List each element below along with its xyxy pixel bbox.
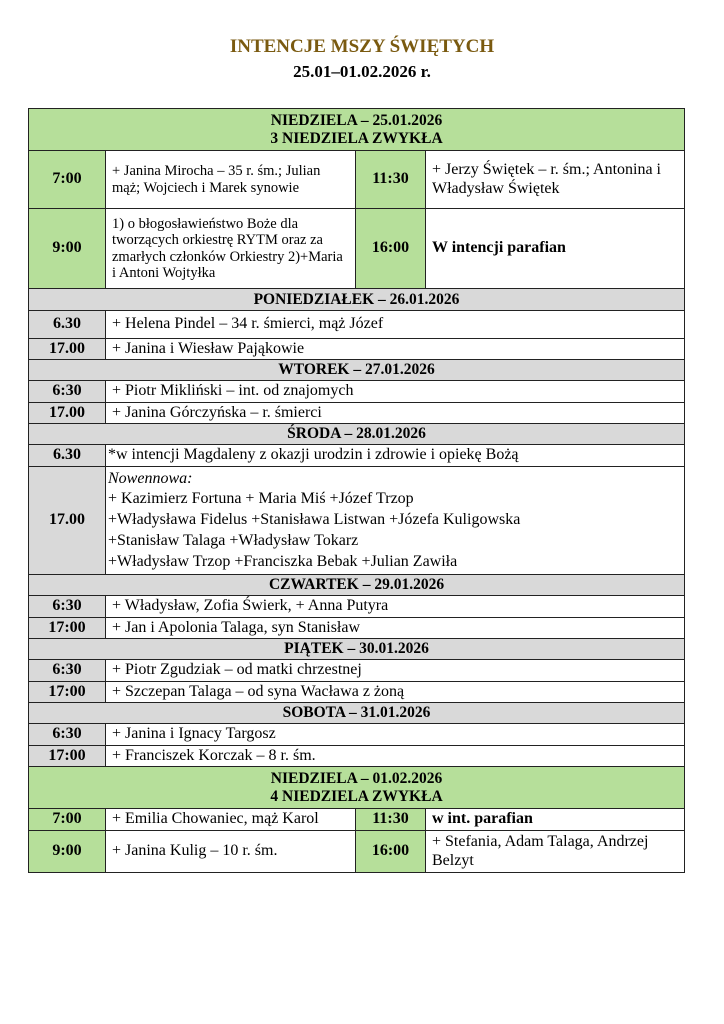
- mass-intention: + Janina i Wiesław Pająkowie: [106, 339, 685, 360]
- day-header-liturgy: 3 NIEDZIELA ZWYKŁA: [270, 129, 443, 147]
- mass-intention: + Franciszek Korczak – 8 r. śm.: [106, 746, 685, 767]
- mass-time: 6.30: [29, 445, 106, 467]
- mass-intention: W intencji parafian: [426, 209, 685, 289]
- page-title: INTENCJE MSZY ŚWIĘTYCH: [229, 36, 495, 57]
- novena-intentions: [106, 467, 685, 575]
- mass-time: 6.30: [29, 311, 106, 339]
- mass-intention: + Janina Mirocha – 35 r. śm.; Julian mąż; Wojciech i Marek synowie: [106, 151, 356, 209]
- mass-time: 6:30: [29, 596, 106, 618]
- mass-time: 9:00: [29, 209, 106, 289]
- mass-time: 17.00: [29, 467, 106, 575]
- mass-intention: + Piotr Zgudziak – od matki chrzestnej: [106, 660, 685, 682]
- mass-time: 17.00: [29, 339, 106, 360]
- mass-intention: + Władysław, Zofia Świerk, + Anna Putyra: [106, 596, 685, 618]
- mass-time: 7:00: [29, 151, 106, 209]
- mass-time: 17:00: [29, 746, 106, 767]
- mass-time: 17.00: [29, 403, 106, 424]
- novena-line: +Władysław Trzop +Franciszka Bebak +Julian Zawiła: [108, 552, 458, 570]
- day-header-friday: PIĄTEK – 30.01.2026: [29, 639, 685, 660]
- mass-intention: + Janina i Ignacy Targosz: [106, 724, 685, 746]
- day-header-tuesday: WTOREK – 27.01.2026: [29, 360, 685, 381]
- mass-time: 17:00: [29, 618, 106, 639]
- mass-time: 6:30: [29, 724, 106, 746]
- day-header-monday: PONIEDZIAŁEK – 26.01.2026: [29, 289, 685, 311]
- novena-line: +Władysława Fidelus +Stanisława Listwan +Józefa Kuligowska: [108, 511, 521, 529]
- mass-intention: *w intencji Magdaleny z okazji urodzin i zdrowie i opiekę Bożą: [106, 445, 685, 467]
- day-header-wednesday: ŚRODA – 28.01.2026: [29, 424, 685, 445]
- day-header-saturday: SOBOTA – 31.01.2026: [29, 703, 685, 724]
- novena-line: + Kazimierz Fortuna + Maria Miś +Józef Trzop: [108, 490, 414, 508]
- day-header-date: NIEDZIELA – 25.01.2026: [270, 111, 443, 129]
- mass-intention: + Janina Kulig – 10 r. śm.: [106, 831, 356, 873]
- mass-intention: + Jan i Apolonia Talaga, syn Stanisław: [106, 618, 685, 639]
- novena-line: +Stanisław Talaga +Władysław Tokarz: [108, 531, 359, 549]
- mass-intention: + Emilia Chowaniec, mąż Karol: [106, 809, 356, 831]
- day-header-sunday-2: [29, 767, 685, 809]
- mass-intention: + Helena Pindel – 34 r. śmierci, mąż Józef: [106, 311, 685, 339]
- mass-time: 11:30: [356, 809, 426, 831]
- mass-time: 6:30: [29, 660, 106, 682]
- mass-time: 16:00: [356, 831, 426, 873]
- mass-intention: + Szczepan Talaga – od syna Wacława z żoną: [106, 682, 685, 703]
- mass-intention: w int. parafian: [426, 809, 685, 831]
- mass-intention: 1) o błogosławieństwo Boże dla tworzących orkiestrę RYTM oraz za zmarłych członków Orkiestry 2)+Maria i Antoni Wojtyłka: [106, 209, 356, 289]
- mass-time: 16:00: [356, 209, 426, 289]
- mass-intention: + Janina Górczyńska – r. śmierci: [106, 403, 685, 424]
- mass-time: 6:30: [29, 381, 106, 403]
- mass-time: 7:00: [29, 809, 106, 831]
- day-header-date: NIEDZIELA – 01.02.2026: [270, 769, 443, 787]
- mass-time: 17:00: [29, 682, 106, 703]
- day-header-sunday-1: [29, 109, 685, 151]
- novena-heading: Nowennowa:: [108, 469, 193, 487]
- mass-time: 11:30: [356, 151, 426, 209]
- mass-intention: + Stefania, Adam Talaga, Andrzej Belzyt: [426, 831, 685, 873]
- day-header-liturgy: 4 NIEDZIELA ZWYKŁA: [270, 787, 443, 805]
- mass-intentions-table: [28, 108, 685, 873]
- mass-intention: + Piotr Mikliński – int. od znajomych: [106, 381, 685, 403]
- mass-intention: + Jerzy Świętek – r. śm.; Antonina i Władysław Świętek: [426, 151, 685, 209]
- date-range: 25.01–01.02.2026 r.: [293, 62, 431, 81]
- mass-time: 9:00: [29, 831, 106, 873]
- day-header-thursday: CZWARTEK – 29.01.2026: [29, 575, 685, 596]
